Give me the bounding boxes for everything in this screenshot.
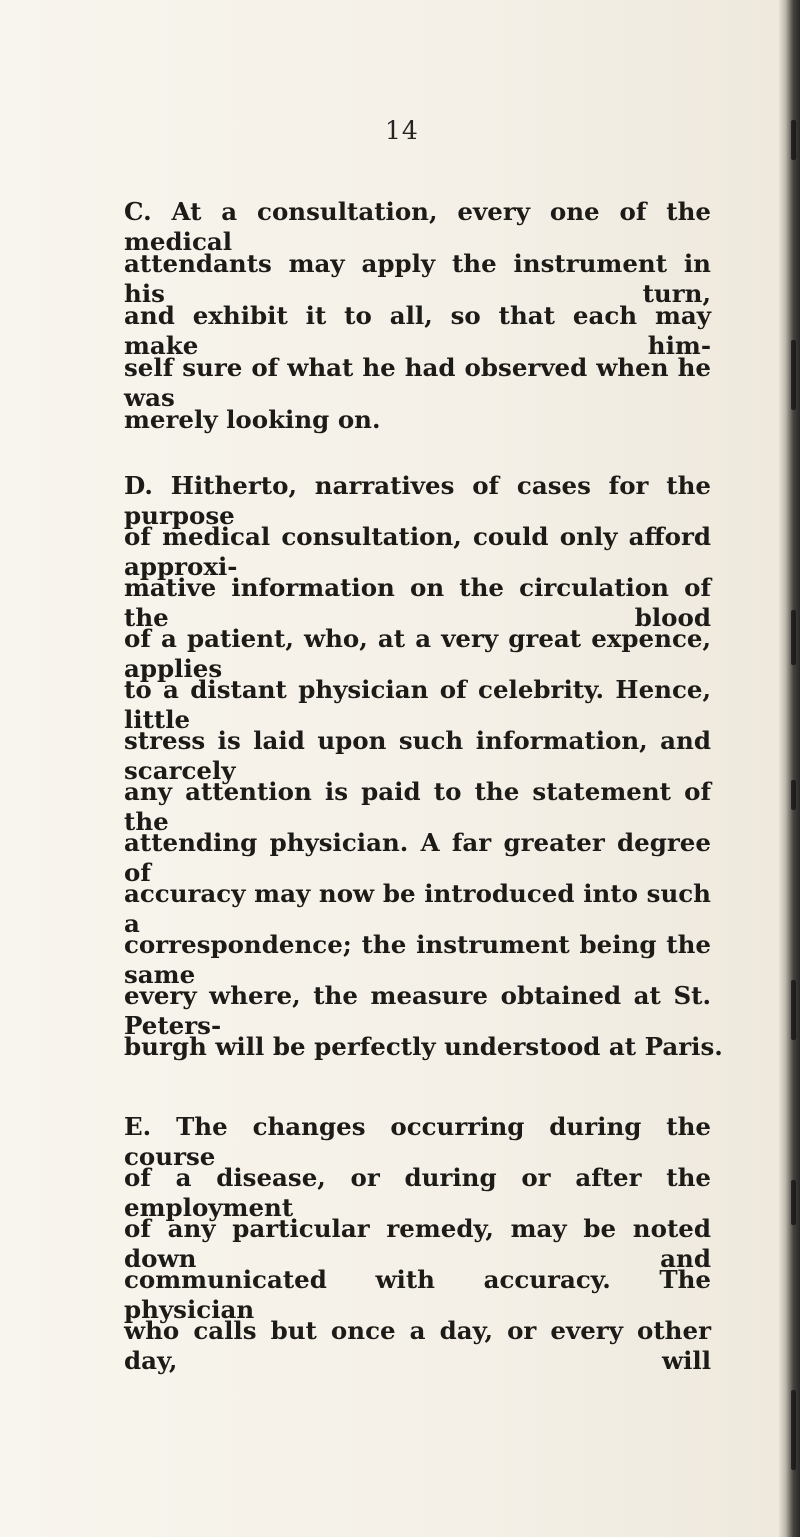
text-line: merely looking on. — [124, 405, 381, 434]
text-line: correspondence; the instrument being the same — [124, 930, 711, 989]
text-line: every where, the measure obtained at St. Peters- — [124, 981, 711, 1040]
text-line: self sure of what he had observed when he was — [124, 353, 711, 412]
page-number: 14 — [385, 116, 419, 145]
text-line: of a patient, who, at a very great expence, applies — [124, 624, 711, 683]
text-line: and exhibit it to all, so that each may make him- — [124, 301, 711, 360]
text-line: of a disease, or during or after the employment — [124, 1163, 711, 1222]
text-line: C. At a consultation, every one of the medical — [124, 197, 711, 256]
text-line: accuracy may now be introduced into such a — [124, 879, 711, 938]
text-line: mative information on the circulation of the blood — [124, 573, 711, 632]
text-line: of medical consultation, could only afford approxi- — [124, 522, 711, 581]
text-line: any attention is paid to the statement of the — [124, 777, 711, 836]
page-edge-shadow — [778, 0, 800, 1537]
text-line: attending physician. A far greater degree of — [124, 828, 711, 887]
text-line: burgh will be perfectly understood at Paris. — [124, 1032, 723, 1061]
text-line: of any particular remedy, may be noted down and — [124, 1214, 711, 1273]
text-line: to a distant physician of celebrity. Hence, little — [124, 675, 711, 734]
text-line: E. The changes occurring during the course — [124, 1112, 711, 1171]
text-line: who calls but once a day, or every other day, will — [124, 1316, 711, 1375]
text-line: stress is laid upon such information, and scarcely — [124, 726, 711, 785]
text-line: attendants may apply the instrument in his turn, — [124, 249, 711, 308]
text-line: communicated with accuracy. The physician — [124, 1265, 711, 1324]
text-line: D. Hitherto, narratives of cases for the purpose — [124, 471, 711, 530]
